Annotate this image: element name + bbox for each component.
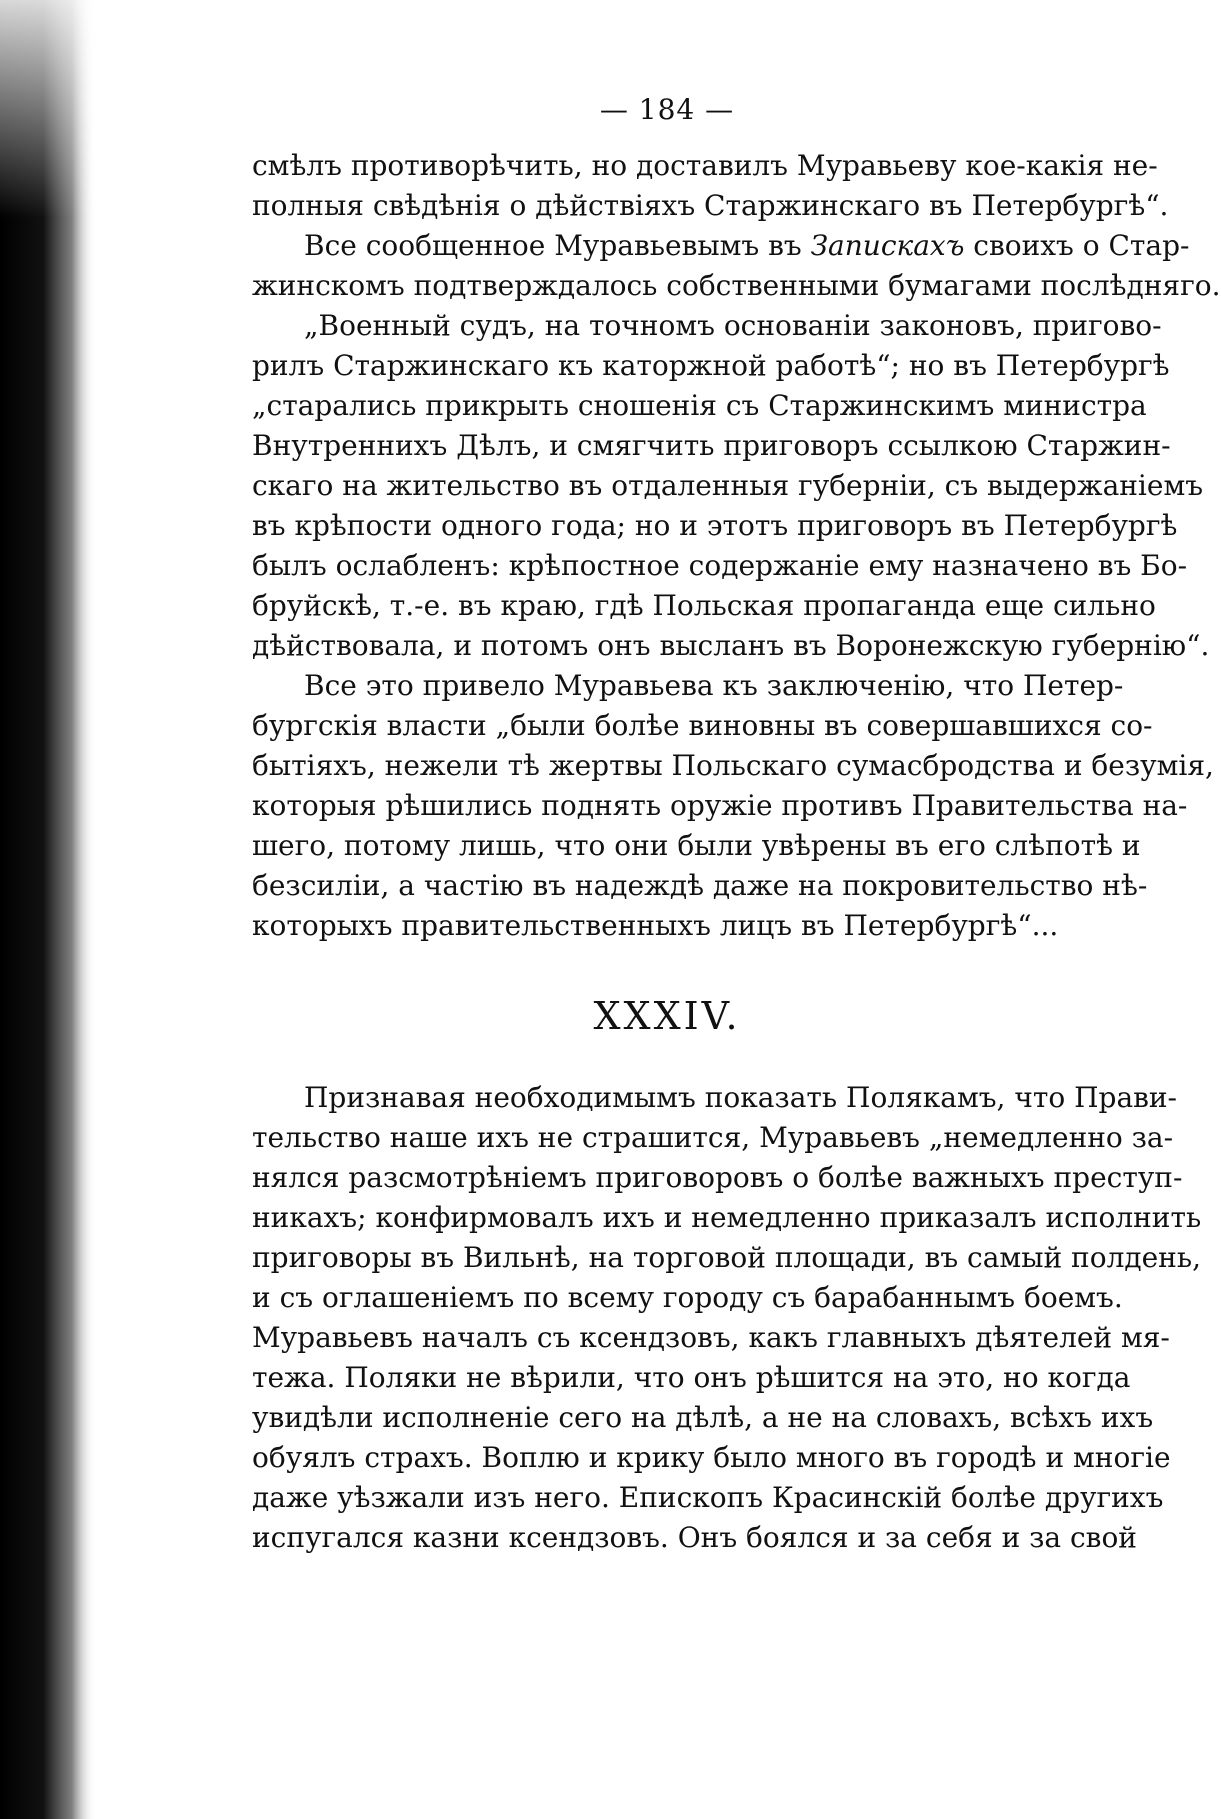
text-line: бруйскѣ, т.-е. въ краю, гдѣ Польская пропаганда еще сильно (252, 589, 1156, 622)
text-line: Муравьевъ началъ съ ксендзовъ, какъ главныхъ дѣятелей мя- (252, 1321, 1170, 1354)
text-line: шего, потому лишь, что они были увѣрены въ его слѣпотѣ и (252, 829, 1141, 862)
text-line: „старались прикрыть сношенія съ Старжинскимъ министра (252, 389, 1147, 422)
text-line: и съ оглашеніемъ по всему городу съ барабаннымъ боемъ. (252, 1281, 1123, 1314)
text-line: смѣлъ противорѣчить, но доставилъ Муравьеву кое-какія не- (252, 149, 1158, 182)
text-line: тежа. Поляки не вѣрили, что онъ рѣшится на это, но когда (252, 1361, 1131, 1394)
text-line: скаго на жительство въ отдаленныя губерніи, съ выдержаніемъ (252, 469, 1204, 502)
paragraph (252, 306, 1210, 666)
text-line: которыя рѣшились поднять оружіе противъ Правительства на- (252, 789, 1188, 822)
text-line: дѣйствовала, и потомъ онъ высланъ въ Воронежскую губернію“. (252, 629, 1210, 662)
text-line: „Военный судъ, на точномъ основаніи законовъ, пригово- (304, 309, 1162, 342)
text-line: нялся разсмотрѣніемъ приговоровъ о болѣе важныхъ преступ- (252, 1161, 1183, 1194)
text-line: которыхъ правительственныхъ лицъ въ Петербургѣ“... (252, 909, 1059, 942)
text-line: испугался казни ксендзовъ. Онъ боялся и за себя и за свой (252, 1521, 1137, 1554)
text-line: въ крѣпости одного года; но и этотъ приговоръ въ Петербургѣ (252, 509, 1178, 542)
text-line: обуялъ страхъ. Воплю и крику было много въ городѣ и многіе (252, 1441, 1171, 1474)
text-line: полныя свѣдѣнія о дѣйствіяхъ Старжинскаго въ Петербургѣ“. (252, 189, 1169, 222)
text-line: Признавая необходимымъ показать Полякамъ, что Прави- (304, 1081, 1178, 1114)
paragraph (252, 146, 1169, 226)
paragraph (252, 1078, 1202, 1558)
text-line: былъ ослабленъ: крѣпостное содержаніе ему назначено въ Бо- (252, 549, 1188, 582)
text-line: бытіяхъ, нежели тѣ жертвы Польскаго сумасбродства и безумія, (252, 749, 1214, 782)
text-line: увидѣли исполненіе сего на дѣлѣ, а не на словахъ, всѣхъ ихъ (252, 1401, 1154, 1434)
section-heading: XXXIV. (593, 994, 741, 1038)
text-run: Все сообщенное Муравьевымъ въ (304, 229, 811, 262)
text-run: своихъ о Стар- (964, 229, 1190, 262)
text-line: тельство наше ихъ не страшится, Муравьевъ „немедленно за- (252, 1121, 1174, 1154)
scan-binding-edge (0, 0, 96, 1819)
text-line: даже уѣзжали изъ него. Епископъ Красинскій болѣе другихъ (252, 1481, 1164, 1514)
text-line: никахъ; конфирмовалъ ихъ и немедленно приказалъ исполнить (252, 1201, 1202, 1234)
italic-word: Запискахъ (810, 229, 965, 262)
book-page (252, 92, 1221, 1558)
text-line (252, 226, 1190, 266)
text-line: жинскомъ подтверждалось собственными бумагами послѣдняго. (252, 269, 1221, 302)
paragraph (252, 226, 1221, 306)
text-line: Внутреннихъ Дѣлъ, и смягчить приговоръ ссылкою Старжин- (252, 429, 1171, 462)
text-line: безсиліи, а частію въ надеждѣ даже на покровительство нѣ- (252, 869, 1148, 902)
paragraph (252, 666, 1214, 946)
text-line: приговоры въ Вильнѣ, на торговой площади, въ самый полдень, (252, 1241, 1201, 1274)
text-line: Все это привело Муравьева къ заключенію, что Петер- (304, 669, 1124, 702)
page-number: — 184 — (599, 93, 735, 126)
text-line: бургскія власти „были болѣе виновны въ совершавшихся со- (252, 709, 1153, 742)
text-line: рилъ Старжинскаго къ каторжной работѣ“; но въ Петербургѣ (252, 349, 1170, 382)
